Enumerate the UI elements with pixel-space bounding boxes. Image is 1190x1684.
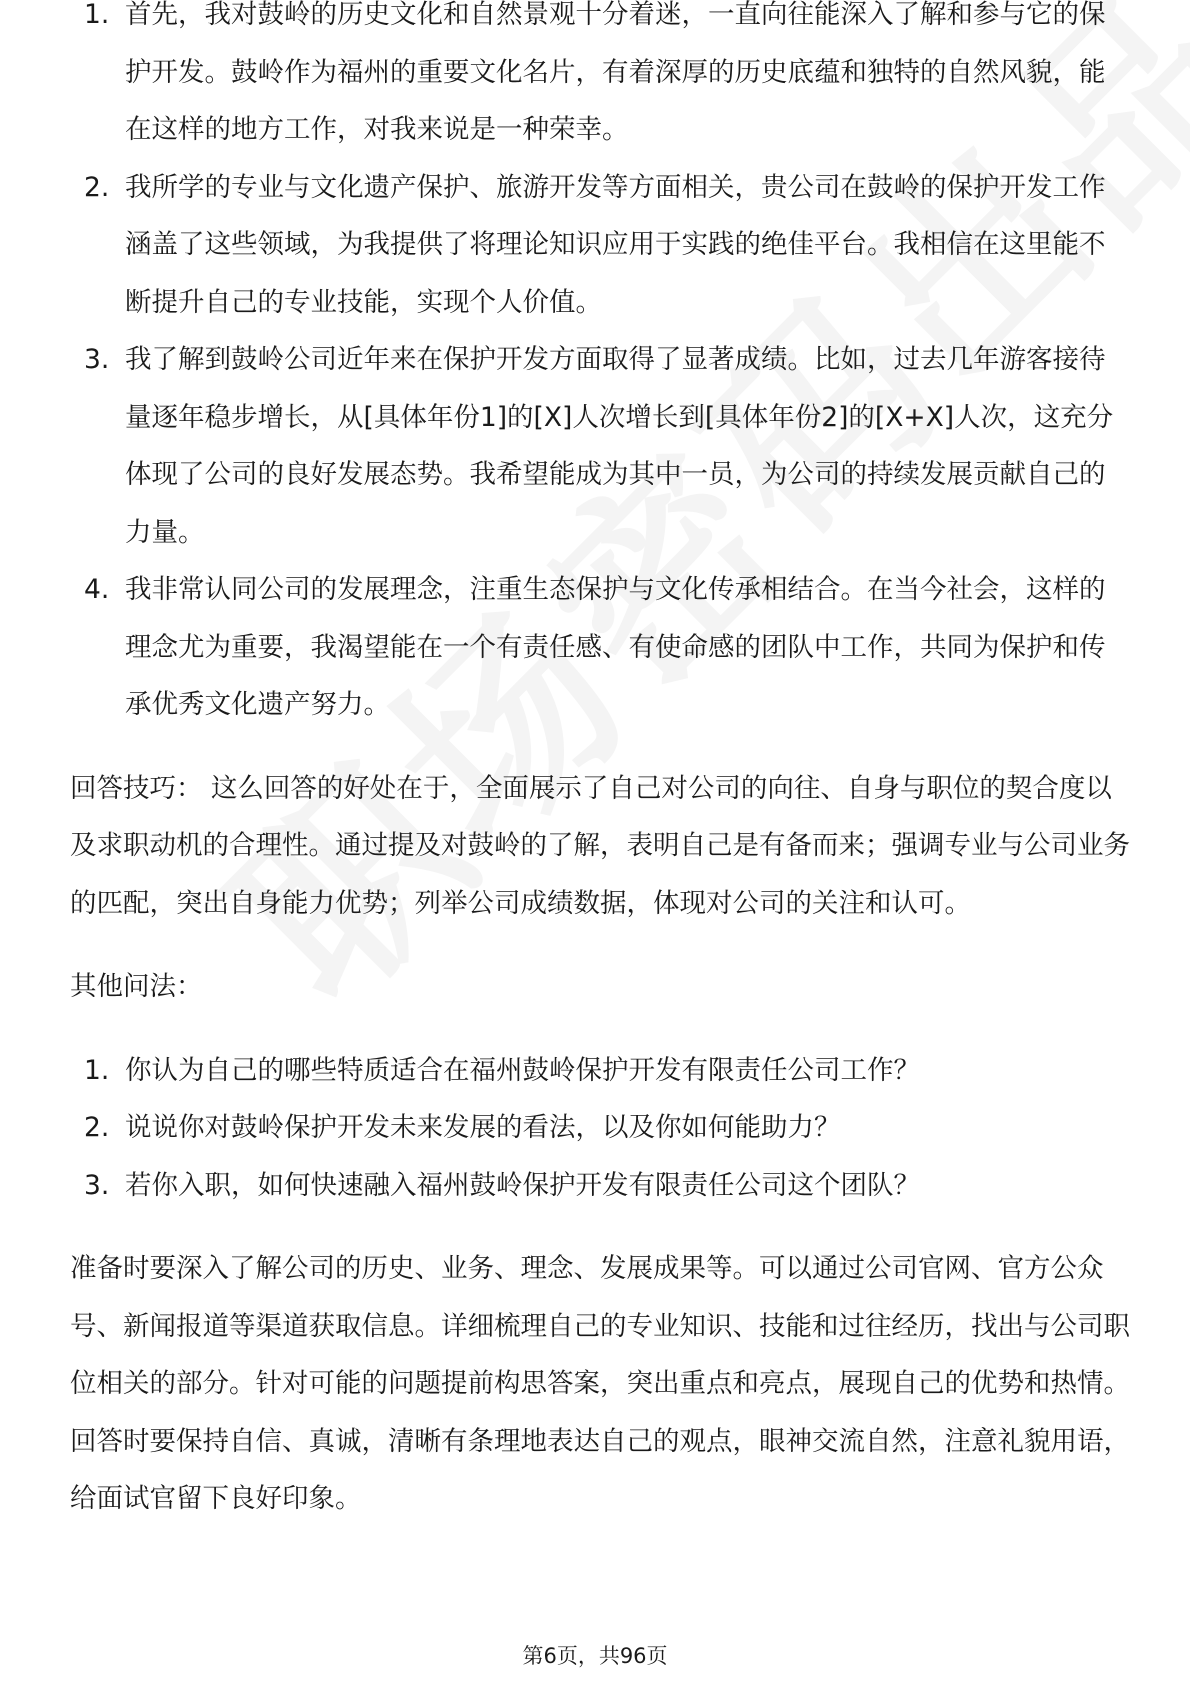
page-content — [70, 0, 1130, 1528]
list-item-text: 我所学的专业与文化遗产保护、旅游开发等方面相关，贵公司在鼓岭的保护开发工作涵盖了这些领域，为我提供了将理论知识应用于实践的绝佳平台。我相信在这里能不断提升自己的专业技能，实现个人价值。 — [125, 171, 1106, 318]
list-item — [70, 159, 1130, 332]
preparation-paragraph: 准备时要深入了解公司的历史、业务、理念、发展成果等。可以通过公司官网、官方公众号、新闻报道等渠道获取信息。详细梳理自己的专业知识、技能和过往经历，找出与公司职位相关的部分。针对可能的问题提前构思答案，突出重点和亮点，展现自己的优势和热情。回答时要保持自信、真诚，清晰有条理地表达自己的观点，眼神交流自然，注意礼貌用语，给面试官留下良好印象。 — [70, 1253, 1130, 1514]
list-number: 2. — [84, 171, 110, 203]
list-number: 4. — [84, 574, 110, 605]
list-item-text: 我非常认同公司的发展理念，注重生态保护与文化传承相结合。在当今社会，这样的理念尤为重要，我渴望能在一个有责任感、有使命感的团队中工作，共同为保护和传承优秀文化遗产努力。 — [125, 574, 1106, 720]
list-number: 3. — [84, 344, 110, 375]
list-item — [70, 1099, 1130, 1157]
answer-tips-paragraph: 回答技巧： 这么回答的好处在于，全面展示了自己对公司的向往、自身与职位的契合度以及求职动机的合理性。通过提及对鼓岭的了解，表明自己是有备而来；强调专业与公司业务的匹配，突出自身能力优势；列举公司成绩数据，体现对公司的关注和认可。 — [70, 772, 1130, 919]
list-item — [70, 1042, 1130, 1100]
list-item-text: 我了解到鼓岭公司近年来在保护开发方面取得了显著成绩。比如，过去几年游客接待量逐年稳步增长，从[具体年份1]的[X]人次增长到[具体年份2]的[X+X]人次，这充分体现了公司的良好发展态势。我希望能成为其中一员，为公司的持续发展贡献自己的力量。 — [125, 344, 1114, 548]
other-questions-list — [70, 1042, 1130, 1215]
list-item — [70, 331, 1130, 561]
list-item-text: 说说你对鼓岭保护开发未来发展的看法，以及你如何能助力？ — [125, 1112, 841, 1143]
list-number: 2. — [84, 1112, 110, 1143]
other-questions-heading: 其他问法： — [70, 971, 203, 1002]
list-item-text: 首先，我对鼓岭的历史文化和自然景观十分着迷，一直向往能深入了解和参与它的保护开发。鼓岭作为福州的重要文化名片，有着深厚的历史底蕴和独特的自然风貌，能在这样的地方工作，对我来说是一种荣幸。 — [125, 0, 1106, 145]
list-number: 1. — [84, 0, 110, 30]
page-number: 第6页，共96页 — [522, 1644, 668, 1668]
list-item — [70, 0, 1130, 159]
list-item — [70, 1157, 1130, 1215]
list-item — [70, 561, 1130, 734]
list-item-text: 你认为自己的哪些特质适合在福州鼓岭保护开发有限责任公司工作？ — [125, 1054, 920, 1086]
answer-list — [70, 0, 1130, 734]
list-number: 1. — [84, 1054, 110, 1086]
list-number: 3. — [84, 1169, 110, 1201]
list-item-text: 若你入职，如何快速融入福州鼓岭保护开发有限责任公司这个团队？ — [125, 1169, 920, 1201]
